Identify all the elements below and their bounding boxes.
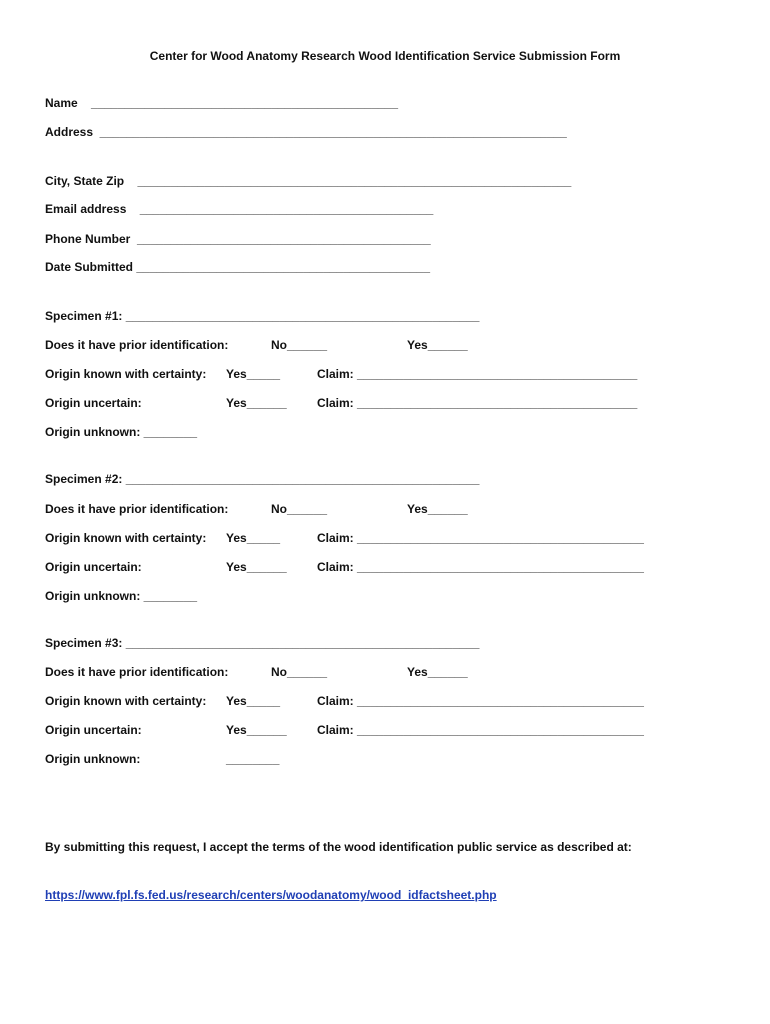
specimen-3-uncertain-claim[interactable]: Claim: ___________________________________________ — [317, 723, 644, 737]
specimen-2-prior-yes[interactable]: Yes______ — [407, 502, 468, 516]
specimen-2-known-label: Origin known with certainty: — [45, 531, 207, 545]
specimen-1-uncertain-label: Origin uncertain: — [45, 396, 142, 410]
form-title: Center for Wood Anatomy Research Wood Identification Service Submission Form — [149, 49, 621, 63]
specimen-2-prior-label: Does it have prior identification: — [45, 502, 229, 516]
specimen-1-known-yes[interactable]: Yes_____ — [226, 367, 281, 381]
terms-statement: By submitting this request, I accept the terms of the wood identification public service as described at: — [45, 840, 632, 854]
specimen-2-uncertain-label: Origin uncertain: — [45, 560, 142, 574]
specimen-3-prior-no[interactable]: No______ — [271, 665, 328, 679]
specimen-3-prior-label: Does it have prior identification: — [45, 665, 229, 679]
specimen-3-uncertain-label: Origin uncertain: — [45, 723, 142, 737]
specimen-2-prior-no[interactable]: No______ — [271, 502, 328, 516]
specimen-3-known-label: Origin known with certainty: — [45, 694, 207, 708]
specimen-2-unknown[interactable]: Origin unknown: ________ — [45, 589, 198, 603]
specimen-1-prior-yes[interactable]: Yes______ — [407, 338, 468, 352]
name-field[interactable]: Name ______________________________________________ — [45, 96, 399, 110]
specimen-2-header[interactable]: Specimen #2: _____________________________________________________ — [45, 472, 480, 486]
specimen-3-uncertain-yes[interactable]: Yes______ — [226, 723, 287, 737]
phone-field[interactable]: Phone Number ____________________________________________ — [45, 232, 431, 246]
address-field[interactable]: Address ______________________________________________________________________ — [45, 125, 567, 139]
specimen-3-unknown-blank[interactable]: ________ — [226, 752, 280, 766]
specimen-2-known-yes[interactable]: Yes_____ — [226, 531, 281, 545]
specimen-1-prior-label: Does it have prior identification: — [45, 338, 229, 352]
specimen-3-unknown-label: Origin unknown: — [45, 752, 141, 766]
specimen-3-known-yes[interactable]: Yes_____ — [226, 694, 281, 708]
specimen-2-uncertain-yes[interactable]: Yes______ — [226, 560, 287, 574]
factsheet-link[interactable]: https://www.fpl.fs.fed.us/research/centers/woodanatomy/wood_idfactsheet.php — [45, 888, 497, 902]
email-field[interactable]: Email address ____________________________________________ — [45, 202, 434, 216]
specimen-1-prior-no[interactable]: No______ — [271, 338, 328, 352]
specimen-2-uncertain-claim[interactable]: Claim: ___________________________________________ — [317, 560, 644, 574]
specimen-1-header[interactable]: Specimen #1: _____________________________________________________ — [45, 309, 480, 323]
specimen-1-known-label: Origin known with certainty: — [45, 367, 207, 381]
specimen-3-prior-yes[interactable]: Yes______ — [407, 665, 468, 679]
specimen-1-uncertain-yes[interactable]: Yes______ — [226, 396, 287, 410]
specimen-2-known-claim[interactable]: Claim: ___________________________________________ — [317, 531, 644, 545]
specimen-3-known-claim[interactable]: Claim: ___________________________________________ — [317, 694, 644, 708]
specimen-3-header[interactable]: Specimen #3: _____________________________________________________ — [45, 636, 480, 650]
specimen-1-known-claim[interactable]: Claim: __________________________________________ — [317, 367, 638, 381]
city-state-zip-field[interactable]: City, State Zip _________________________________________________________________ — [45, 174, 572, 188]
date-submitted-field[interactable]: Date Submitted ____________________________________________ — [45, 260, 430, 274]
specimen-1-unknown[interactable]: Origin unknown: ________ — [45, 425, 198, 439]
specimen-1-uncertain-claim[interactable]: Claim: __________________________________________ — [317, 396, 638, 410]
